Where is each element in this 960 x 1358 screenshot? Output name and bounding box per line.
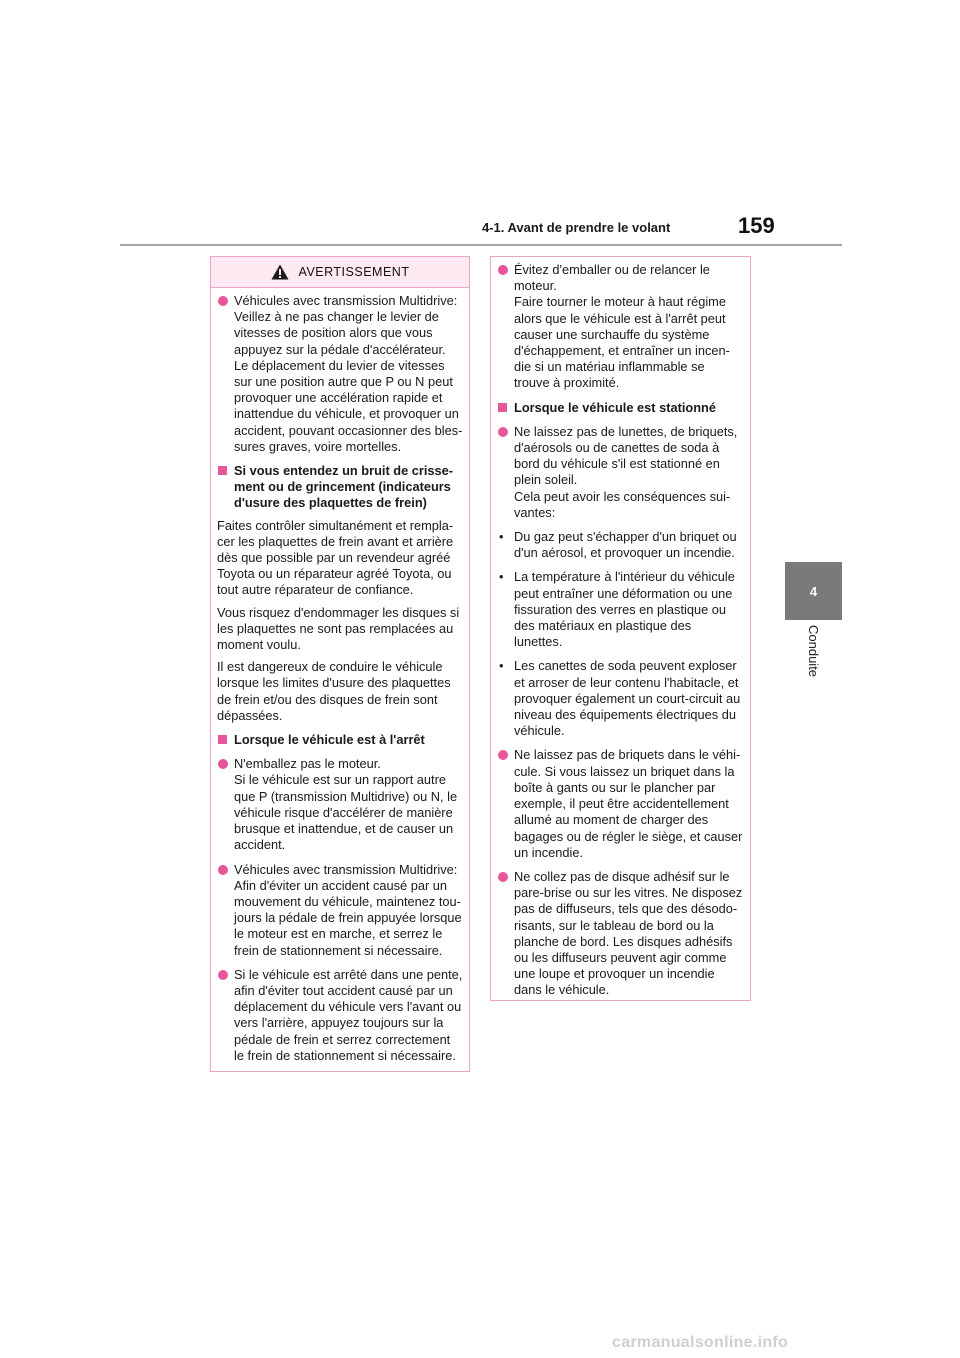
warning-item — [217, 862, 462, 959]
warning-item — [497, 262, 743, 392]
chapter-tab-number: 4 — [785, 562, 842, 620]
text-line: Le déplacement du levier de vitesses — [234, 357, 445, 373]
text-line: lorsque les limites d'usure des plaquettes — [217, 675, 451, 691]
text-line: pédale de frein et serrez correctement — [234, 1031, 451, 1047]
warning-title: AVERTISSEMENT — [298, 264, 410, 279]
text-line: Véhicules avec transmission Multidrive: — [234, 293, 458, 308]
text-line: ou les diffuseurs peuvent agir comme — [514, 949, 727, 965]
text-line: pare-brise ou sur les vitres. Ne disposez — [514, 885, 743, 901]
text-line: un incendie. — [514, 844, 584, 860]
section-title: 4-1. Avant de prendre le volant — [482, 220, 671, 235]
warning-item — [497, 747, 743, 860]
text-line: cer les plaquettes de frein avant et arrière — [217, 533, 454, 549]
text-line: Vous risquez d'endommager les disques si — [217, 604, 460, 620]
text-line: Faire tourner le moteur à haut régime — [514, 294, 726, 310]
warning-item — [217, 967, 462, 1064]
text-line: Il est dangereux de conduire le véhicule — [217, 659, 443, 675]
text-line: de frein et/ou des disques de frein sont — [217, 691, 438, 707]
text-line: vitesses de position alors que vous — [234, 325, 433, 341]
text-line: des matériaux en plastique des — [514, 618, 692, 634]
text-line: sures graves, voire mortelles. — [234, 438, 402, 454]
text-line: appuyez sur la pédale d'accélérateur. — [234, 341, 446, 357]
text-line: dès que possible par un revendeur agréé — [217, 550, 451, 566]
text-line: d'usure des plaquettes de frein) — [234, 495, 427, 511]
header-divider — [120, 244, 842, 246]
text-line: déplacement du véhicule vers l'avant ou — [234, 999, 462, 1015]
warning-triangle-icon — [271, 264, 289, 280]
text-line: trouve à proximité. — [514, 375, 620, 391]
warning-item — [497, 869, 743, 999]
watermark: carmanualsonline.info — [612, 1334, 789, 1351]
text-line: Veillez à ne pas changer le levier de — [234, 309, 439, 325]
text-line: peut entraîner une déformation ou une — [514, 585, 733, 601]
page-number: 159 — [738, 213, 775, 238]
text-line: Ne laissez pas de lunettes, de briquets, — [514, 423, 738, 439]
warning-left-column — [217, 293, 462, 1064]
text-line: brusque et inattendue, et de causer un — [234, 821, 454, 837]
text-line: que P (transmission Multidrive) ou N, le — [234, 788, 458, 804]
text-line: d'échappement, et entraîner un incen- — [514, 343, 730, 359]
text-line: moment voulu. — [217, 637, 301, 653]
warning-item — [217, 756, 462, 853]
text-line: dans le véhicule. — [514, 982, 610, 998]
text-line: d'aérosols ou de canettes de soda à — [514, 440, 720, 456]
text-line: cule. Si vous laissez un briquet dans la — [514, 763, 735, 779]
text-line: frein de stationnement si nécessaire. — [234, 942, 443, 958]
text-line: plein soleil. — [514, 472, 578, 488]
warning-paragraph — [217, 659, 462, 724]
text-line: alors que le véhicule est à l'arrêt peut — [514, 310, 726, 326]
warning-item — [497, 424, 743, 521]
warning-paragraph — [217, 605, 462, 654]
warning-subheading — [217, 732, 462, 748]
warning-subheading — [217, 463, 462, 512]
text-line: Faites contrôler simultanément et rempla- — [217, 517, 454, 533]
text-line: Si le véhicule est arrêté dans une pente, — [234, 966, 463, 982]
text-line: et arroser de leur contenu l'habitacle, et — [514, 674, 739, 690]
text-line: fissuration des verres en plastique ou — [514, 601, 726, 617]
text-line: provoquer une accélération rapide et — [234, 390, 443, 406]
text-line: allumé au moment de charger des — [514, 812, 709, 828]
text-line: Si le véhicule est sur un rapport autre — [234, 772, 446, 788]
bullet-item — [497, 569, 743, 650]
warning-subheading — [497, 400, 743, 416]
text-line: d'un aérosol, et provoquer un incendie. — [514, 545, 735, 561]
text-line: moteur. — [514, 278, 557, 294]
text-line: causer une surchauffe du système — [514, 326, 710, 342]
text-line: inattendue du véhicule, et provoquer un — [234, 406, 459, 422]
text-line: niveau des équipements électriques du — [514, 707, 736, 723]
text-line: les plaquettes ne sont pas remplacées au — [217, 620, 454, 636]
text-line: • Les canettes de soda peuvent exploser — [514, 658, 737, 674]
chapter-tab-label-text: Conduite — [806, 625, 821, 678]
text-line: accident. — [234, 837, 286, 853]
text-line: Évitez d'emballer ou de relancer le — [514, 262, 710, 277]
text-line: ment ou de grincement (indicateurs — [234, 479, 451, 495]
text-line: lunettes. — [514, 634, 563, 650]
text-line: une loupe et provoquer un incendie — [514, 966, 715, 982]
text-line: afin d'éviter tout accident causé par un — [234, 982, 453, 998]
text-line: Afin d'éviter un accident causé par un — [234, 877, 448, 893]
text-line: véhicule risque d'accélérer de manière — [234, 804, 453, 820]
text-line: véhicule. — [514, 723, 565, 739]
warning-item — [217, 293, 462, 455]
text-line: Véhicules avec transmission Multidrive: — [234, 861, 458, 877]
text-line: Lorsque le véhicule est stationné — [514, 399, 716, 415]
text-line: bagages ou de régler le siège, et causer — [514, 828, 743, 844]
text-line: sur une position autre que P ou N peut — [234, 374, 453, 390]
text-line: planche de bord. Les disques adhésifs — [514, 933, 733, 949]
text-line: dépassées. — [217, 707, 283, 723]
text-line: bord du véhicule s'il est stationné en — [514, 456, 720, 472]
text-line: le moteur est en marche, et serrez le — [234, 926, 443, 942]
chapter-tab-label — [781, 625, 847, 695]
bullet-item — [497, 529, 743, 561]
text-line: Cela peut avoir les conséquences sui- — [514, 488, 731, 504]
text-line: le frein de stationnement si nécessaire. — [234, 1047, 456, 1063]
text-line: pas de diffuseurs, tels que des désodo- — [514, 901, 738, 917]
text-line: jours la pédale de frein appuyée lorsque — [234, 910, 462, 926]
text-line: • Du gaz peut s'échapper d'un briquet ou — [514, 529, 737, 545]
warning-right-column — [497, 262, 743, 999]
bullet-item — [497, 658, 743, 739]
warning-box-right — [490, 256, 751, 1001]
text-line: • La température à l'intérieur du véhicule — [514, 569, 735, 585]
text-line: risants, sur le tableau de bord ou la — [514, 917, 714, 933]
text-line: vantes: — [514, 504, 556, 520]
text-line: boîte à gants ou sur le plancher par — [514, 779, 716, 795]
text-line: vers l'arrière, appuyez toujours sur la — [234, 1015, 444, 1031]
text-line: Ne collez pas de disque adhésif sur le — [514, 868, 730, 884]
text-line: provoquer également un court-circuit au — [514, 690, 741, 706]
text-line: Lorsque le véhicule est à l'arrêt — [234, 732, 425, 748]
warning-box-left — [210, 256, 470, 1072]
text-line: tout autre réparateur de confiance. — [217, 582, 414, 598]
text-line: accident, pouvant occasionner des bles- — [234, 422, 463, 438]
text-line: Toyota ou un réparateur agréé Toyota, ou — [217, 566, 452, 582]
text-line: mouvement du véhicule, maintenez tou- — [234, 893, 461, 909]
text-line: N'emballez pas le moteur. — [234, 756, 381, 772]
warning-header — [211, 257, 469, 288]
text-line: Si vous entendez un bruit de crisse- — [234, 463, 454, 479]
warning-paragraph — [217, 518, 462, 599]
text-line: Ne laissez pas de briquets dans le véhi- — [514, 747, 741, 763]
text-line: die si un matériau inflammable se — [514, 359, 705, 375]
text-line: exemple, il peut être accidentellement — [514, 796, 729, 812]
